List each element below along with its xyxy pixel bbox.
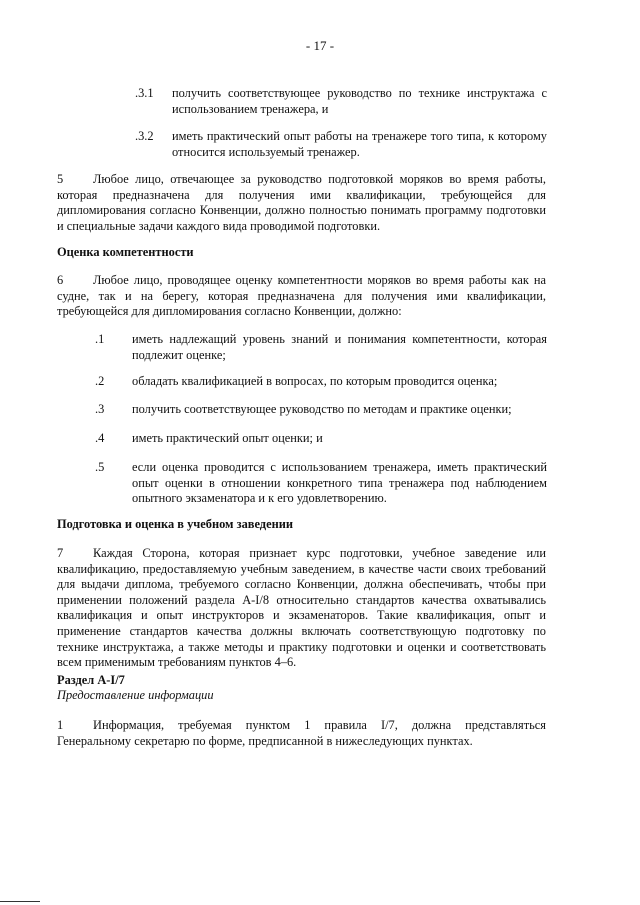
list-item [95,431,547,447]
footer-rule [0,901,40,902]
paragraph-text: Информация, требуемая пунктом 1 правила I/7, должна представляться Генеральному секретарю по форме, предписанной в нижеследующих пунктах. [57,718,546,748]
paragraph-number: 7 [57,546,64,560]
section-title: Раздел A-I/7 [57,673,125,687]
list-item-number: .3 [95,402,105,416]
list-item [135,86,547,118]
list-item [95,374,547,390]
section-heading-competence: Оценка компетентности [57,245,194,259]
paragraph-1 [57,718,546,749]
page-number: - 17 - [305,38,335,53]
section-heading-training: Подготовка и оценка в учебном заведении [57,517,293,531]
paragraph-number: 1 [57,718,64,732]
paragraph-5 [57,172,546,234]
list-item-text: получить соответствующее руководство по методам и практике оценки; [132,402,512,416]
list-item-number: .3.2 [135,129,154,143]
paragraph-text: Любое лицо, отвечающее за руководство подготовкой моряков во время работы, которая предназначена для получения ими квалификации, требующейся для дипломирования согласно Конвенции, должно полностью понимать программу подготовки и специальные задачи каждого вида проводимой подготовки. [57,172,546,233]
paragraph-6 [57,273,546,320]
list-item-text: получить соответствующее руководство по технике инструктажа с использованием тренажера, и [172,86,547,116]
list-item-text: обладать квалификацией в вопросах, по которым проводится оценка; [132,374,498,388]
list-item [135,129,547,161]
list-item-number: .2 [95,374,105,388]
list-item-text: иметь практический опыт работы на тренажере того типа, к которому относится используемый тренажер. [172,129,547,159]
list-item-number: .4 [95,431,105,445]
list-item-number: .3.1 [135,86,154,100]
list-item [95,402,547,418]
paragraph-text: Любое лицо, проводящее оценку компетентности моряков во время работы как на судне, так и на берегу, которая предназначена для получения ими квалификации, требующейся для дипломирования согласно Конвенции, должно: [57,273,546,319]
section-subtitle: Предоставление информации [57,688,214,702]
paragraph-number: 6 [57,273,64,287]
list-item-text: иметь надлежащий уровень знаний и понимания компетентности, которая подлежит оценке; [132,332,547,362]
list-item-text: иметь практический опыт оценки; и [132,431,323,445]
paragraph-number: 5 [57,172,64,186]
list-item-text: если оценка проводится с использованием тренажера, иметь практический опыт оценки в отношении конкретного типа тренажера под наблюдением опытного экзаменатора и к его удовлетворению. [132,460,547,506]
list-item-number: .5 [95,460,105,474]
list-item [95,460,547,508]
paragraph-7 [57,546,546,671]
list-item-number: .1 [95,332,105,346]
paragraph-text: Каждая Сторона, которая признает курс подготовки, учебное заведение или квалификацию, предоставляемую учебным заведением, в качестве части своих требований для выдачи диплома, требуемого согласно Конвенции, должна обеспечивать, чтобы при применении положений раздела A-I/8 относительно стандартов качества охватывались квалификация и опыт инструкторов и экзаменаторов. Такие квалификация, опыт и применение стандартов качества должны включать соответствующую подготовку по технике инструктажа, а также методы и практику подготовки и оценки и соответствовать всем применимым требованиям пунктов 4–6. [57,546,546,670]
list-item [95,332,547,364]
